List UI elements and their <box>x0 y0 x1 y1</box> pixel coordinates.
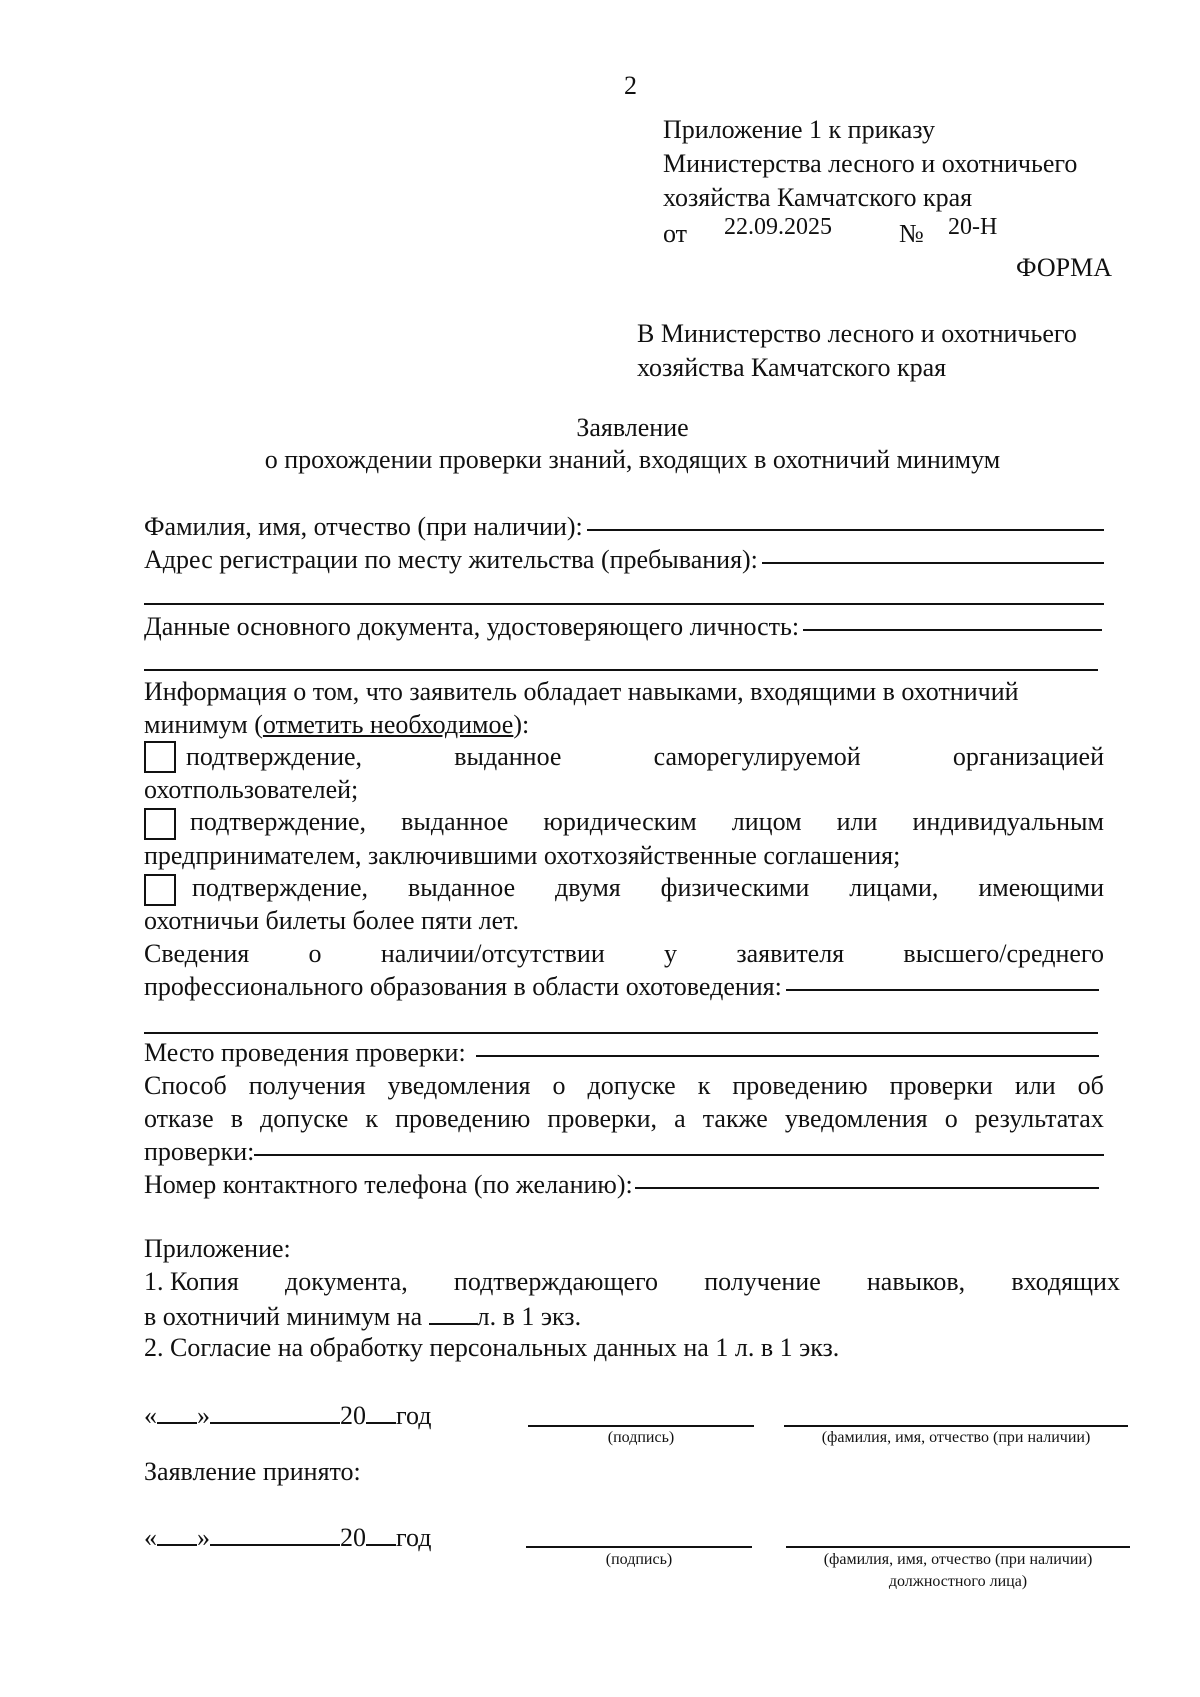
skills-minimum-prefix: минимум ( <box>144 710 263 739</box>
signature-1-name-caption: (фамилия, имя, отчество (при наличии) <box>821 1429 1091 1446</box>
signature-2-name-caption-1: (фамилия, имя, отчество (при наличии) <box>823 1551 1093 1568</box>
notification-word: результатах <box>974 1104 1104 1133</box>
option-2-line-1 <box>190 806 1104 838</box>
fio-input-line[interactable] <box>587 529 1104 531</box>
notification-word: к <box>365 1104 378 1133</box>
open-quote: « <box>144 1523 157 1552</box>
form-label: ФОРМА <box>1016 253 1112 282</box>
signature-2-sign-caption: (подпись) <box>605 1551 673 1568</box>
signature-1-sign-caption: (подпись) <box>607 1429 675 1446</box>
signature-1-sign-line[interactable] <box>528 1425 754 1427</box>
close-quote: » <box>197 1523 210 1552</box>
option-2-word: лицом <box>731 807 802 836</box>
option-2-word: подтверждение, <box>190 807 367 836</box>
option-2-checkbox[interactable] <box>144 808 176 840</box>
fio-label: Фамилия, имя, отчество (при наличии): <box>144 512 583 541</box>
option-2-word: или <box>836 807 878 836</box>
option-1-word: выданное <box>454 742 562 771</box>
document-continuation-line[interactable] <box>144 669 1098 671</box>
page-number: 2 <box>624 71 637 100</box>
notification-word: или <box>1014 1071 1056 1100</box>
year-blank[interactable] <box>366 1398 396 1424</box>
notification-word: проверки, <box>547 1104 658 1133</box>
education-word: высшего/среднего <box>903 939 1104 968</box>
notification-word: уведомления <box>784 1104 928 1133</box>
notification-word: получения <box>248 1071 366 1100</box>
day-blank[interactable] <box>157 1398 197 1424</box>
address-input-line[interactable] <box>762 562 1104 564</box>
notification-label: проверки: <box>144 1137 255 1166</box>
appendix-number: 20-Н <box>948 214 998 240</box>
option-2-line-2: предпринимателем, заключившими охотхозяйственные соглашения; <box>144 841 901 870</box>
attachment-2: 2. Согласие на обработку персональных данных на 1 л. в 1 экз. <box>144 1333 840 1362</box>
document-field[interactable] <box>144 611 1102 643</box>
notification-word: проверки <box>889 1071 993 1100</box>
notification-line-2 <box>144 1103 1104 1135</box>
option-2-word: индивидуальным <box>912 807 1104 836</box>
notification-field[interactable] <box>144 1136 1104 1168</box>
appendix-line-2: Министерства лесного и охотничьего <box>663 149 1078 178</box>
option-3-word: подтверждение, <box>192 873 369 902</box>
education-word: Сведения <box>144 939 250 968</box>
signature-2-sign-line[interactable] <box>526 1546 752 1548</box>
notification-word: уведомления <box>387 1071 531 1100</box>
open-quote: « <box>144 1401 157 1430</box>
notification-word: допуске <box>260 1104 349 1133</box>
skills-intro: Информация о том, что заявитель обладает навыками, входящими в охотничий <box>144 677 1019 706</box>
notification-word: о <box>944 1104 958 1133</box>
education-word: заявителя <box>736 939 845 968</box>
month-blank[interactable] <box>210 1520 340 1546</box>
attachment-1-word: 1. Копия <box>144 1267 239 1296</box>
signature-1-date <box>144 1398 432 1432</box>
option-3-word: выданное <box>407 873 516 902</box>
option-2-word: выданное <box>401 807 509 836</box>
option-1-checkbox[interactable] <box>144 741 176 773</box>
day-blank[interactable] <box>157 1520 197 1546</box>
document-input-line[interactable] <box>803 629 1102 631</box>
option-3-line-1 <box>192 872 1104 904</box>
option-1-line-2: охотпользователей; <box>144 775 359 804</box>
addressee-line-1: В Министерство лесного и охотничьего <box>637 319 1077 348</box>
option-1-word: подтверждение, <box>186 742 363 771</box>
address-label: Адрес регистрации по месту жительства (пребывания): <box>144 545 758 574</box>
option-1-word: саморегулируемой <box>653 742 861 771</box>
place-label: Место проведения проверки: <box>144 1038 466 1067</box>
fio-field[interactable] <box>144 511 1104 543</box>
month-blank[interactable] <box>210 1398 340 1424</box>
address-continuation-line[interactable] <box>144 603 1104 605</box>
signature-2-name-caption-2: должностного лица) <box>888 1573 1028 1590</box>
appendix-number-prefix: № <box>899 219 924 248</box>
notification-word: отказе <box>144 1104 214 1133</box>
appendix-date-prefix: от <box>663 219 688 248</box>
education-field[interactable] <box>144 971 1099 1003</box>
page-count-blank[interactable] <box>429 1299 477 1325</box>
signature-1-name-line[interactable] <box>784 1425 1128 1427</box>
attachment-1-word: навыков, <box>866 1267 966 1296</box>
appendix-line-1: Приложение 1 к приказу <box>663 115 936 144</box>
place-field[interactable] <box>144 1037 1099 1069</box>
notification-word: о <box>552 1071 566 1100</box>
education-word: у <box>664 939 678 968</box>
attachment-1-word: документа, <box>284 1267 408 1296</box>
notification-input-line[interactable] <box>254 1154 1104 1156</box>
signature-2-name-line[interactable] <box>786 1546 1130 1548</box>
attachment-1-word: входящих <box>1011 1267 1120 1296</box>
education-word: наличии/отсутствии <box>380 939 605 968</box>
addressee-line-2: хозяйства Камчатского края <box>637 353 947 382</box>
option-1-line-1 <box>186 741 1104 773</box>
option-3-line-2: охотничьи билеты более пяти лет. <box>144 906 520 935</box>
option-3-word: лицами, <box>849 873 939 902</box>
attachment-1-word: подтверждающего <box>453 1267 659 1296</box>
education-line-1 <box>144 938 1104 970</box>
notification-word: проведению <box>732 1071 868 1100</box>
year-suffix: год <box>396 1523 432 1552</box>
close-quote: » <box>197 1401 210 1430</box>
document-label: Данные основного документа, удостоверяющего личность: <box>144 612 800 641</box>
option-1-word: организацией <box>952 742 1104 771</box>
accepted-label: Заявление принято: <box>144 1457 361 1486</box>
document-title: Заявление <box>576 413 689 442</box>
option-3-word: имеющими <box>978 873 1104 902</box>
year-prefix: 20 <box>340 1401 366 1430</box>
phone-label: Номер контактного телефона (по желанию): <box>144 1170 633 1199</box>
attachment-1-word: получение <box>704 1267 821 1296</box>
attachment-1-line-2 <box>144 1299 581 1333</box>
appendix-date: 22.09.2025 <box>724 214 832 240</box>
attachment-1-text-a: в охотничий минимум на <box>144 1302 429 1331</box>
phone-field[interactable] <box>144 1169 1099 1201</box>
notification-word: об <box>1077 1071 1104 1100</box>
notification-word: Способ <box>144 1071 227 1100</box>
education-word: о <box>308 939 322 968</box>
option-3-word: двумя <box>555 873 621 902</box>
education-continuation-line[interactable] <box>144 1032 1098 1034</box>
phone-input-line[interactable] <box>635 1187 1099 1189</box>
skills-minimum-line <box>144 709 529 741</box>
notification-word: также <box>702 1104 768 1133</box>
option-2-word: юридическим <box>543 807 697 836</box>
notification-line-1 <box>144 1070 1104 1102</box>
skills-minimum-suffix: ): <box>513 710 530 739</box>
option-3-checkbox[interactable] <box>144 874 176 906</box>
education-input-line[interactable] <box>786 989 1099 991</box>
notification-word: проведению <box>395 1104 531 1133</box>
document-subtitle: о прохождении проверки знаний, входящих в охотничий минимум <box>264 445 1001 474</box>
notification-word: допуске <box>587 1071 676 1100</box>
notification-word: в <box>230 1104 243 1133</box>
notification-word: к <box>697 1071 711 1100</box>
year-prefix: 20 <box>340 1523 366 1552</box>
attachment-1-text-b: л. в 1 экз. <box>476 1302 582 1331</box>
option-3-word: физическими <box>660 873 810 902</box>
attachments-heading: Приложение: <box>144 1234 291 1263</box>
year-blank[interactable] <box>366 1520 396 1546</box>
year-suffix: год <box>396 1401 432 1430</box>
education-label: профессионального образования в области охотоведения: <box>144 972 782 1001</box>
attachment-1-line-1 <box>144 1266 1120 1298</box>
signature-2-date <box>144 1520 432 1554</box>
address-field[interactable] <box>144 544 1104 576</box>
skills-minimum-underlined: отметить необходимое <box>262 710 514 739</box>
place-input-line[interactable] <box>476 1055 1099 1057</box>
appendix-line-3: хозяйства Камчатского края <box>663 183 973 212</box>
notification-word: а <box>674 1104 686 1133</box>
